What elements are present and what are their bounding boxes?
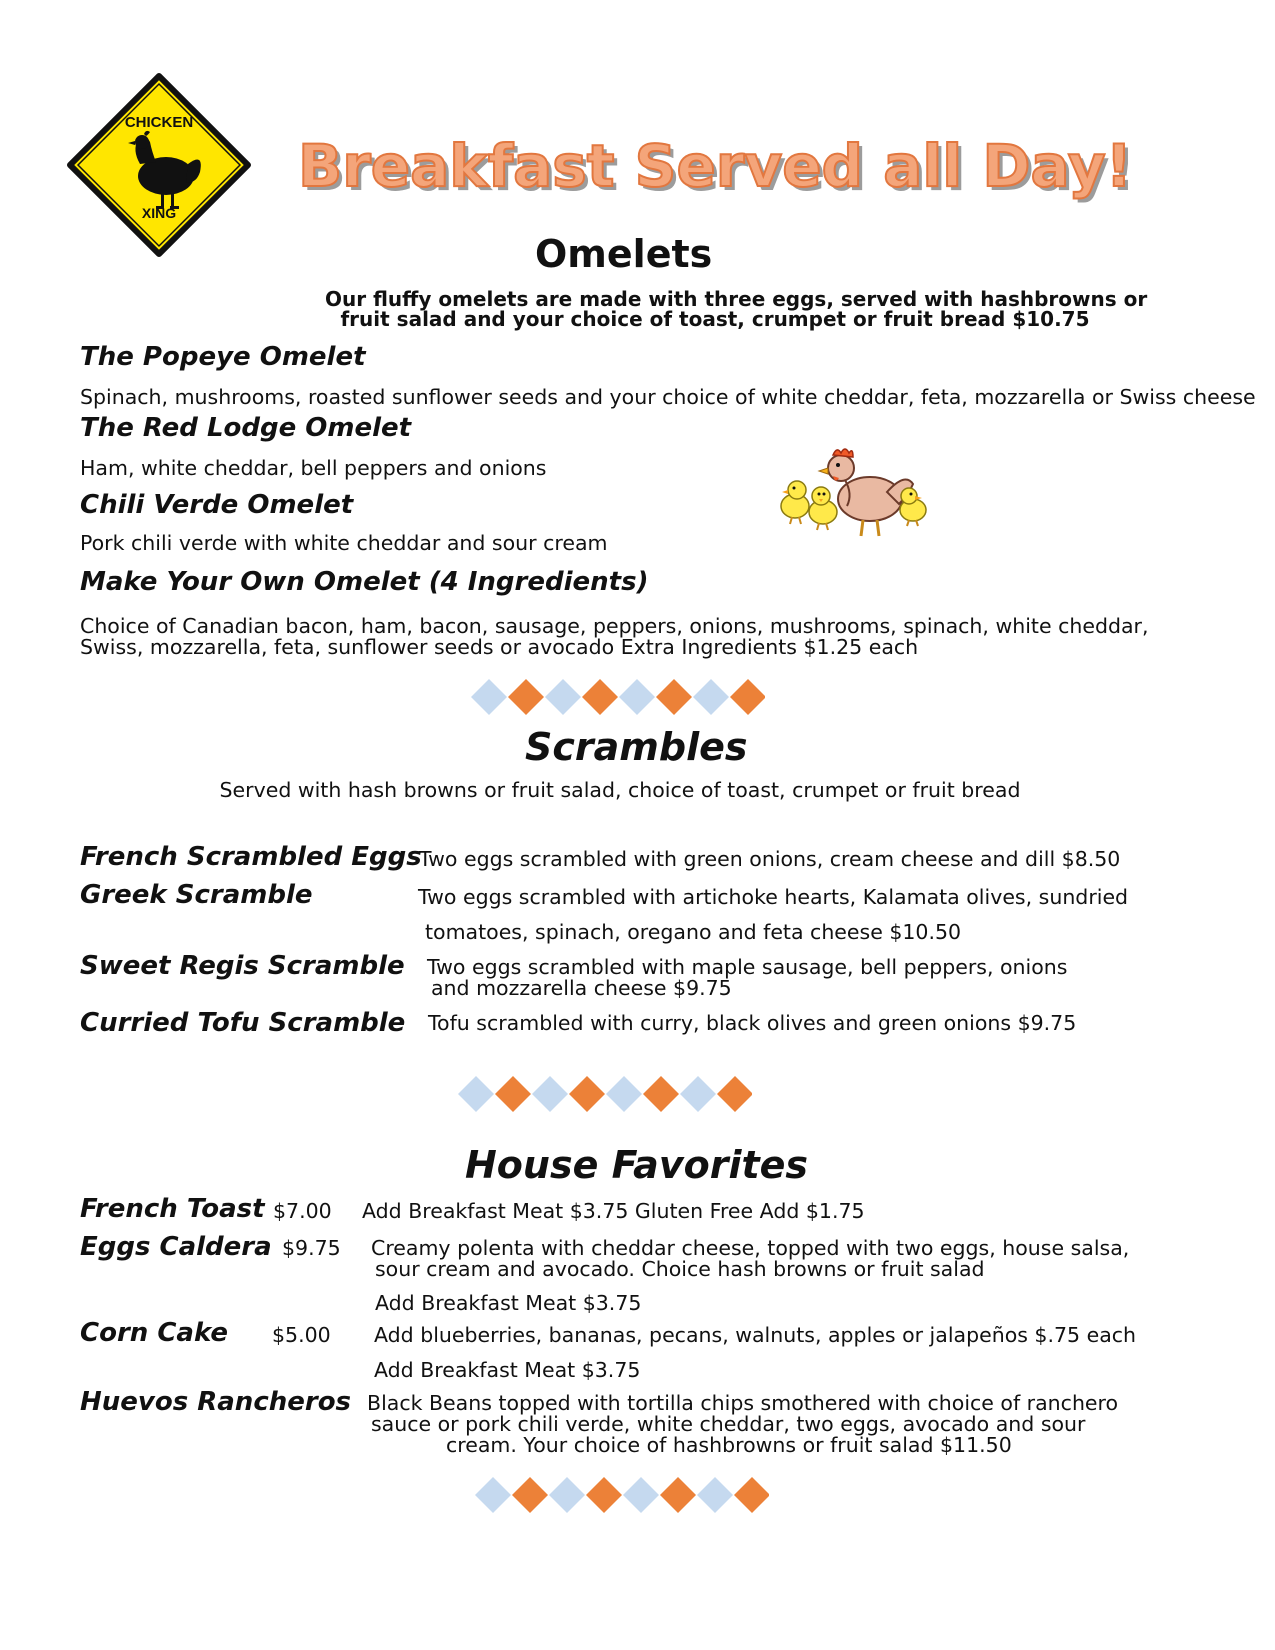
divider-diamond — [660, 1477, 696, 1513]
menu-item-name: The Red Lodge Omelet — [80, 413, 412, 443]
hen-and-chicks-illustration — [775, 444, 935, 546]
menu-item-name: French Scrambled Eggs — [80, 842, 422, 872]
logo-text-top: CHICKEN — [124, 114, 194, 131]
scrambles-heading: Scrambles — [525, 725, 748, 769]
menu-item-desc: Ham, white cheddar, bell peppers and onions — [80, 456, 547, 480]
divider-diamond — [458, 1076, 494, 1112]
scrambles-intro: Served with hash browns or fruit salad, choice of toast, crumpet or fruit bread — [219, 778, 1021, 802]
menu-item-desc: Two eggs scrambled with artichoke hearts, Kalamata olives, sundried — [418, 885, 1129, 909]
divider-diamond — [680, 1076, 716, 1112]
divider-diamond — [606, 1076, 642, 1112]
menu-item-name: French Toast — [80, 1194, 265, 1224]
divider-diamond — [495, 1076, 531, 1112]
menu-item-desc: cream. Your choice of hashbrowns or fruit salad $11.50 — [446, 1433, 1012, 1457]
menu-item-desc: Add Breakfast Meat $3.75 — [374, 1358, 641, 1382]
divider-diamond — [471, 679, 507, 715]
menu-item-name: Curried Tofu Scramble — [80, 1008, 406, 1038]
diamond-divider — [474, 1476, 769, 1514]
menu-item-desc: Add blueberries, bananas, pecans, walnuts, apples or jalapeños $.75 each — [374, 1323, 1137, 1347]
divider-diamond — [569, 1076, 605, 1112]
divider-diamond — [619, 679, 655, 715]
menu-item-desc: Black Beans topped with tortilla chips smothered with choice of ranchero — [367, 1391, 1119, 1415]
menu-item-name: The Popeye Omelet — [80, 342, 366, 372]
menu-item-desc: tomatoes, spinach, oregano and feta cheese $10.50 — [425, 920, 962, 944]
menu-item-desc: Pork chili verde with white cheddar and sour cream — [80, 531, 608, 555]
menu-item-name: Eggs Caldera — [80, 1232, 272, 1262]
divider-diamond — [656, 679, 692, 715]
divider-diamond — [693, 679, 729, 715]
diamond-divider — [457, 1075, 752, 1113]
menu-item-name: Greek Scramble — [80, 880, 313, 910]
menu-item-desc: Add Breakfast Meat $3.75 Gluten Free Add $1.75 — [362, 1199, 865, 1223]
divider-diamond — [734, 1477, 769, 1513]
divider-diamond — [582, 679, 618, 715]
divider-diamond — [586, 1477, 622, 1513]
divider-diamond — [623, 1477, 659, 1513]
menu-item-desc: Two eggs scrambled with green onions, cream cheese and dill $8.50 — [419, 847, 1121, 871]
menu-item-desc: sour cream and avocado. Choice hash browns or fruit salad — [375, 1257, 985, 1281]
menu-item-name: Chili Verde Omelet — [80, 490, 354, 520]
menu-item-price: $5.00 — [272, 1323, 331, 1347]
menu-item-desc: Creamy polenta with cheddar cheese, topped with two eggs, house salsa, — [371, 1236, 1130, 1260]
divider-diamond — [532, 1076, 568, 1112]
menu-item-desc: Swiss, mozzarella, feta, sunflower seeds or avocado Extra Ingredients $1.25 each — [80, 635, 919, 659]
omelets-intro-line2: fruit salad and your choice of toast, crumpet or fruit bread $10.75 — [340, 307, 1090, 331]
menu-item-price: $9.75 — [282, 1236, 341, 1260]
menu-item-desc: Tofu scrambled with curry, black olives and green onions $9.75 — [428, 1011, 1077, 1035]
divider-diamond — [512, 1477, 548, 1513]
divider-diamond — [730, 679, 765, 715]
divider-diamond — [545, 679, 581, 715]
logo-text-bottom: XING — [141, 205, 177, 221]
menu-item-desc: Two eggs scrambled with maple sausage, bell peppers, onions — [427, 955, 1068, 979]
menu-item-name: Corn Cake — [80, 1318, 228, 1348]
house-favorites-heading: House Favorites — [465, 1143, 809, 1187]
diamond-divider — [470, 678, 765, 716]
menu-item-name: Make Your Own Omelet (4 Ingredients) — [80, 567, 649, 597]
omelets-intro-line1: Our fluffy omelets are made with three eggs, served with hashbrowns or — [325, 287, 1148, 311]
menu-item-desc: and mozzarella cheese $9.75 — [431, 976, 732, 1000]
menu-item-desc: Add Breakfast Meat $3.75 — [375, 1291, 642, 1315]
page-title: Breakfast Served all Day! — [298, 132, 1133, 200]
menu-item-name: Sweet Regis Scramble — [80, 951, 405, 981]
divider-diamond — [508, 679, 544, 715]
menu-item-desc: sauce or pork chili verde, white cheddar, two eggs, avocado and sour — [371, 1412, 1086, 1436]
divider-diamond — [549, 1477, 585, 1513]
chicken-crossing-sign-logo — [66, 72, 252, 258]
divider-diamond — [697, 1477, 733, 1513]
divider-diamond — [643, 1076, 679, 1112]
divider-diamond — [717, 1076, 752, 1112]
menu-item-price: $7.00 — [273, 1199, 332, 1223]
divider-diamond — [475, 1477, 511, 1513]
menu-item-desc: Spinach, mushrooms, roasted sunflower seeds and your choice of white cheddar, feta, mozzarella or Swiss cheese — [80, 385, 1256, 409]
menu-item-desc: Choice of Canadian bacon, ham, bacon, sausage, peppers, onions, mushrooms, spinach, white cheddar, — [80, 614, 1149, 638]
menu-item-name: Huevos Rancheros — [80, 1387, 352, 1417]
omelets-heading: Omelets — [535, 232, 713, 276]
